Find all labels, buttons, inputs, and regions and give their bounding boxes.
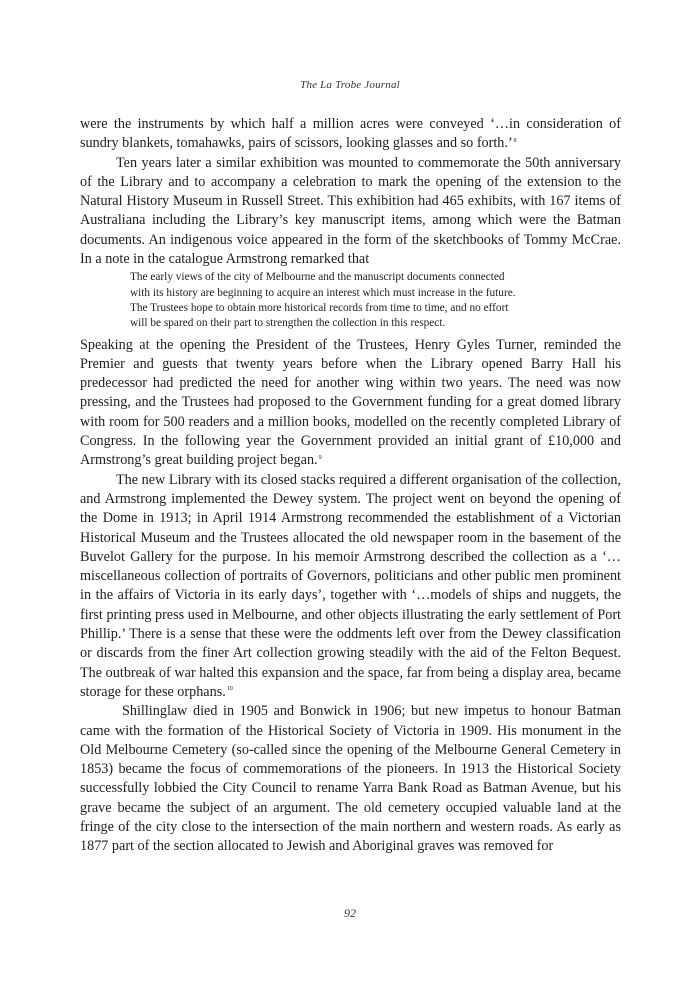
paragraph-historical-society [80,702,621,856]
quote-line: will be spared on their part to strengthen the collection in this respect. [130,317,446,330]
body-text [80,115,621,857]
footnote-marker: 9 [318,454,322,461]
paragraph-text: were the instruments by which half a million acres were conveyed ‘…in consideration of sundry blankets, tomahawks, pairs of scissors, looking glasses and so forth.’ [80,116,621,152]
footnote-marker: 8 [513,137,517,144]
paragraph-text: The new Library with its closed stacks required a different organisation of the collection, and Armstrong implemented the Dewey system. The project went on beyond the opening of the Dome in 1913; in April 1914 Armstrong recommended the establishment of a Victorian Historical Museum and the Trustees allocated the old newspaper room in the basement of the Buvelot Gallery for the purpose. In his memoir Armstrong described the collection as a ‘…miscellaneous collection of portraits of Governors, politicians and other public men prominent in the affairs of Victoria in its early days’, together with ‘…models of ships and nuggets, the first printing press used in Melbourne, and other objects illustrating the early settlement of Port Phillip.’ There is a sense that these were the oddments left over from the Dewey classification or discards from the finer Art collection growing steadily with the aid of the Felton Bequest. The outbreak of war halted this expansion and the space, far from being a display area, became storage for these orphans. [80,471,621,700]
quote-line: with its history are beginning to acquire an interest which must increase in the future. [130,286,516,299]
quote-line: The Trustees hope to obtain more historical records from time to time, and no effort [130,301,509,314]
running-head: The La Trobe Journal [300,79,400,91]
paragraph-text: Shillinglaw died in 1905 and Bonwick in 1906; but new impetus to honour Batman came with the formation of the Historical Society of Victoria in 1909. His monument in the Old Melbourne Cemetery (so-called since the opening of the Melbourne General Cemetery in 1853) became the focus of commemorations of the pioneers. In 1913 the Historical Society successfully lobbied the City Council to rename Yarra Bank Road as Batman Avenue, but his grave became the subject of an argument. The old cemetery occupied valuable land at the fringe of the city close to the intersection of the main northern and western roads. As early as 1877 part of the section allocated to Jewish and Aboriginal graves was removed for [80,703,621,855]
paragraph-exhibition [80,154,621,270]
paragraph-continued [80,115,621,154]
quote-line: The early views of the city of Melbourne and the manuscript documents connected [130,271,505,284]
footnote-marker: 10 [226,686,233,693]
block-quote [130,270,621,331]
paragraph-opening-speech [80,336,621,471]
paragraph-text: Ten years later a similar exhibition was mounted to commemorate the 50th anniversary of the Library and to accompany a celebration to mark the opening of the extension to the Natural History Museum in Russell Street. This exhibition had 465 exhibits, with 167 items of Australiana including the Library’s key manuscript items, among which were the Batman documents. An indigenous voice appeared in the form of the sketchbooks of Tommy McCrae. In a note in the catalogue Armstrong remarked that [80,154,621,268]
paragraph-dewey [80,471,621,703]
paragraph-text: Speaking at the opening the President of the Trustees, Henry Gyles Turner, reminded the Premier and guests that twenty years before when the Library opened Barry Hall his predecessor had predicted the need for another wing within two years. The need was now pressing, and the Trustees had proposed to the Government funding for a great domed library with room for 500 readers and a million books, modelled on the recently completed Library of Congress. In the following year the Government provided an initial grant of £10,000 and Armstrong’s great building project began. [80,336,621,469]
page-number: 92 [344,906,356,920]
